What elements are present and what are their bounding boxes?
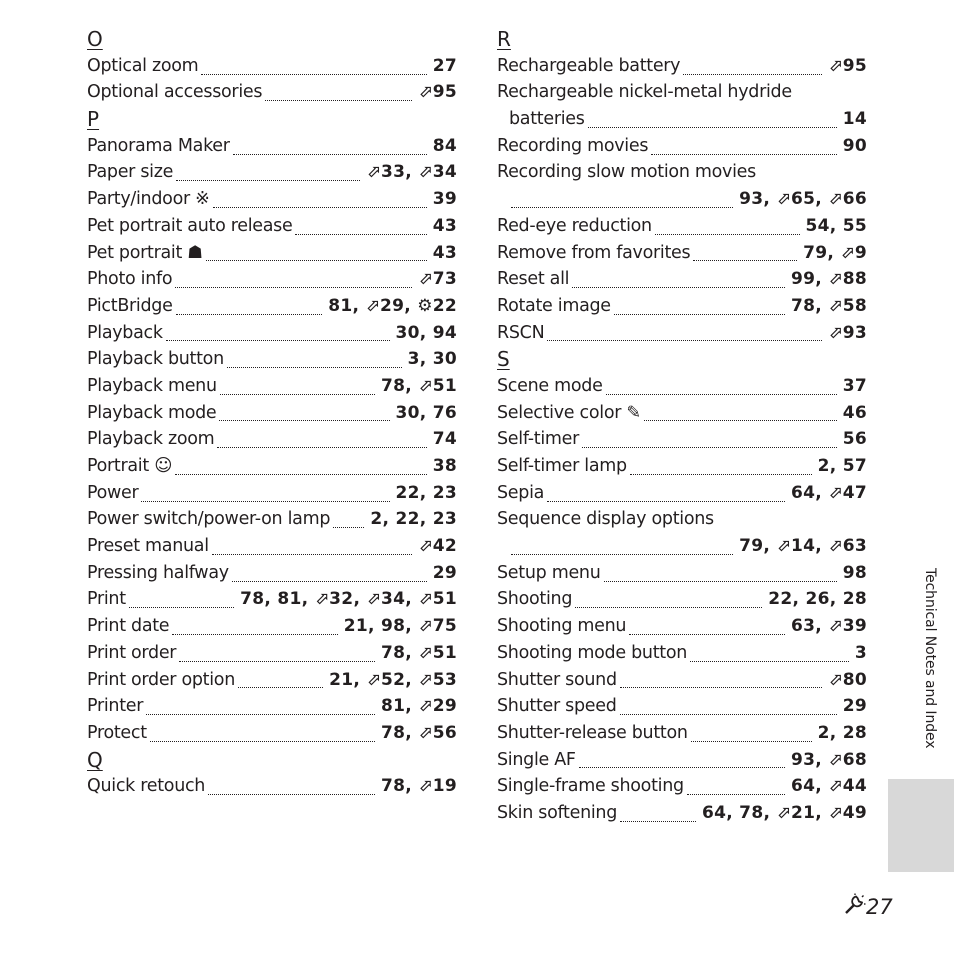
index-term: Sepia bbox=[497, 482, 545, 503]
section-side-label bbox=[921, 568, 938, 782]
index-term: Party/indoor ※ bbox=[87, 189, 210, 210]
index-term: Single AF bbox=[497, 749, 576, 770]
index-page-refs: 64, ⬀47 bbox=[790, 482, 867, 503]
index-page-refs: ⬀80 bbox=[828, 669, 867, 690]
leader-dots bbox=[683, 74, 822, 75]
index-page-refs: 93, ⬀68 bbox=[790, 749, 867, 770]
leader-dots bbox=[175, 474, 427, 475]
index-page-refs: 84 bbox=[432, 135, 457, 156]
leader-dots bbox=[547, 501, 785, 502]
index-letter-heading: P bbox=[87, 107, 100, 132]
index-page-refs: 81, ⬀29 bbox=[380, 696, 457, 717]
index-page-refs: 81, ⬀29, ⚙22 bbox=[328, 295, 457, 316]
section-tab bbox=[888, 779, 954, 872]
index-entry bbox=[497, 426, 867, 453]
leader-dots bbox=[172, 634, 337, 635]
leader-dots bbox=[179, 661, 375, 662]
leader-dots bbox=[620, 687, 822, 688]
index-page-refs: ⬀93 bbox=[828, 322, 867, 343]
index-page-refs: 64, 78, ⬀21, ⬀49 bbox=[701, 802, 867, 823]
leader-dots bbox=[629, 634, 785, 635]
index-page-refs: 39 bbox=[432, 189, 457, 210]
index-entry bbox=[87, 506, 457, 533]
index-entry bbox=[87, 240, 457, 267]
leader-dots bbox=[620, 821, 696, 822]
leader-dots bbox=[220, 394, 375, 395]
index-page-refs: 2, 28 bbox=[817, 722, 867, 743]
index-page-refs: 22, 23 bbox=[395, 482, 457, 503]
index-page-refs: 79, ⬀9 bbox=[803, 242, 867, 263]
index-term: Power bbox=[87, 482, 139, 503]
leader-dots bbox=[227, 367, 402, 368]
leader-dots bbox=[208, 794, 375, 795]
index-entry bbox=[87, 213, 457, 240]
index-term: Playback menu bbox=[87, 375, 217, 396]
index-term-recording-slow-motion-movies: Recording slow motion movies bbox=[497, 162, 756, 183]
leader-dots bbox=[604, 581, 837, 582]
leader-dots bbox=[630, 474, 812, 475]
leader-dots bbox=[582, 447, 837, 448]
index-entry bbox=[497, 693, 867, 720]
index-page-refs: 3, 30 bbox=[407, 349, 457, 370]
index-term-sequence-display-options: Sequence display options bbox=[497, 509, 714, 530]
index-term: Paper size bbox=[87, 162, 174, 183]
index-page-refs: 3 bbox=[854, 642, 867, 663]
index-entry bbox=[87, 453, 457, 480]
index-entry bbox=[497, 266, 867, 293]
index-page-refs: ⬀95 bbox=[418, 82, 457, 103]
leader-dots bbox=[655, 234, 800, 235]
index-entry bbox=[87, 426, 457, 453]
index-entry bbox=[87, 640, 457, 667]
page-number-text: 27 bbox=[866, 895, 893, 919]
index-entry bbox=[497, 773, 867, 800]
index-term: Photo info bbox=[87, 269, 173, 290]
index-page-refs: 63, ⬀39 bbox=[790, 616, 867, 637]
index-entry bbox=[497, 186, 867, 213]
leader-dots bbox=[693, 260, 797, 261]
index-term: Preset manual bbox=[87, 536, 209, 557]
index-page-refs: 78, ⬀58 bbox=[790, 295, 867, 316]
leader-dots bbox=[150, 741, 375, 742]
index-page-refs: ⬀42 bbox=[418, 536, 457, 557]
index-term: Playback zoom bbox=[87, 429, 215, 450]
leader-dots bbox=[233, 154, 427, 155]
index-entry bbox=[497, 586, 867, 613]
index-entry bbox=[87, 560, 457, 587]
index-page-refs: 79, ⬀14, ⬀63 bbox=[739, 536, 867, 557]
index-page-refs: 78, ⬀51 bbox=[380, 642, 457, 663]
index-entry bbox=[87, 79, 457, 106]
index-entry bbox=[497, 800, 867, 827]
index-page-refs: 37 bbox=[842, 375, 867, 396]
index-term: Setup menu bbox=[497, 562, 601, 583]
index-page-refs: 56 bbox=[842, 429, 867, 450]
wrench-icon bbox=[842, 893, 866, 923]
index-entry bbox=[87, 667, 457, 694]
index-entry bbox=[87, 720, 457, 747]
index-page-refs: 78, 81, ⬀32, ⬀34, ⬀51 bbox=[240, 589, 457, 610]
index-page-refs: 22, 26, 28 bbox=[768, 589, 867, 610]
index-entry bbox=[87, 346, 457, 373]
index-term: Pressing halfway bbox=[87, 562, 229, 583]
index-page-refs: 30, 94 bbox=[395, 322, 457, 343]
leader-dots bbox=[238, 687, 323, 688]
index-entry bbox=[497, 453, 867, 480]
index-term: Shutter speed bbox=[497, 696, 617, 717]
index-entry bbox=[497, 533, 867, 560]
index-page-refs: 21, 98, ⬀75 bbox=[343, 616, 457, 637]
index-term: Playback button bbox=[87, 349, 224, 370]
index-term: Playback bbox=[87, 322, 163, 343]
index-page-refs: 27 bbox=[432, 55, 457, 76]
index-entry bbox=[87, 266, 457, 293]
leader-dots bbox=[201, 74, 426, 75]
index-entry bbox=[87, 480, 457, 507]
index-entry bbox=[497, 480, 867, 507]
leader-dots bbox=[265, 100, 412, 101]
leader-dots bbox=[295, 234, 426, 235]
index-entry bbox=[497, 560, 867, 587]
index-term: Protect bbox=[87, 722, 147, 743]
leader-dots bbox=[588, 127, 837, 128]
index-entry bbox=[87, 53, 457, 80]
leader-dots bbox=[606, 394, 837, 395]
index-entry bbox=[497, 400, 867, 427]
index-term: Red-eye reduction bbox=[497, 215, 652, 236]
index-letter-heading: R bbox=[497, 27, 511, 51]
leader-dots bbox=[620, 714, 837, 715]
index-term-rechargeable-nickel-metal-hydride: Rechargeable nickel-metal hydride bbox=[497, 82, 792, 103]
leader-dots bbox=[176, 180, 360, 181]
leader-dots bbox=[579, 767, 785, 768]
leader-dots bbox=[146, 714, 375, 715]
index-entry bbox=[87, 320, 457, 347]
index-entry bbox=[87, 773, 457, 800]
index-page-refs: 21, ⬀52, ⬀53 bbox=[329, 669, 457, 690]
index-term: Shutter sound bbox=[497, 669, 617, 690]
index-entry bbox=[497, 667, 867, 694]
leader-dots bbox=[511, 554, 733, 555]
index-term: Pet portrait ☗ bbox=[87, 242, 203, 263]
leader-dots bbox=[175, 287, 412, 288]
index-page-refs: 98 bbox=[842, 562, 867, 583]
leader-dots bbox=[690, 661, 849, 662]
index-page-refs: 99, ⬀88 bbox=[790, 269, 867, 290]
index-column-right bbox=[497, 26, 867, 827]
index-term: Recording movies bbox=[497, 135, 649, 156]
leader-dots bbox=[141, 501, 389, 502]
index-term: Optical zoom bbox=[87, 55, 199, 76]
index-entry bbox=[87, 400, 457, 427]
index-page-refs: 30, 76 bbox=[395, 402, 457, 423]
leader-dots bbox=[212, 554, 412, 555]
index-term: Remove from favorites bbox=[497, 242, 691, 263]
index-entry bbox=[497, 106, 867, 133]
leader-dots bbox=[614, 314, 785, 315]
index-term: Optional accessories bbox=[87, 82, 263, 103]
index-term: Rechargeable battery bbox=[497, 55, 681, 76]
index-term: Portrait ☺ bbox=[87, 456, 173, 476]
index-term: Printer bbox=[87, 696, 144, 717]
index-page-refs: ⬀33, ⬀34 bbox=[366, 162, 457, 183]
index-term: Shooting menu bbox=[497, 616, 627, 637]
index-entry bbox=[87, 133, 457, 160]
index-page-refs: 43 bbox=[432, 215, 457, 236]
leader-dots bbox=[232, 581, 427, 582]
leader-dots bbox=[651, 154, 837, 155]
index-entry bbox=[87, 533, 457, 560]
index-entry bbox=[497, 747, 867, 774]
section-side-label-text: Technical Notes and Index bbox=[922, 568, 938, 749]
index-entry bbox=[497, 213, 867, 240]
index-term: Self-timer bbox=[497, 429, 579, 450]
index-term: Reset all bbox=[497, 269, 570, 290]
leader-dots bbox=[129, 607, 234, 608]
index-term: Quick retouch bbox=[87, 776, 206, 797]
index-entry bbox=[87, 373, 457, 400]
index-entry bbox=[497, 613, 867, 640]
page-number bbox=[842, 893, 893, 923]
index-term: Playback mode bbox=[87, 402, 217, 423]
index-term: Print order bbox=[87, 642, 177, 663]
leader-dots bbox=[219, 420, 389, 421]
index-column-left bbox=[87, 26, 457, 800]
leader-dots bbox=[333, 527, 364, 528]
index-page-refs: 38 bbox=[432, 456, 457, 476]
index-letter-heading: O bbox=[87, 27, 103, 51]
index-term: RSCN bbox=[497, 322, 545, 343]
index-entry bbox=[497, 240, 867, 267]
index-term: Power switch/power-on lamp bbox=[87, 509, 331, 530]
index-entry bbox=[87, 613, 457, 640]
index-page-refs: 54, 55 bbox=[805, 215, 867, 236]
index-page-refs: 29 bbox=[842, 696, 867, 717]
index-entry bbox=[87, 293, 457, 320]
leader-dots bbox=[547, 340, 822, 341]
index-page-refs: 78, ⬀19 bbox=[380, 776, 457, 797]
index-page-refs: 29 bbox=[432, 562, 457, 583]
index-term: Print date bbox=[87, 616, 170, 637]
index-entry bbox=[497, 293, 867, 320]
index-letter-heading: Q bbox=[87, 747, 103, 772]
index-term: Print order option bbox=[87, 669, 235, 690]
index-page-refs: ⬀73 bbox=[418, 269, 457, 290]
index-page-refs: 78, ⬀56 bbox=[380, 722, 457, 743]
leader-dots bbox=[166, 340, 390, 341]
index-term: Rotate image bbox=[497, 295, 611, 316]
index-page-refs: 74 bbox=[432, 429, 457, 450]
leader-dots bbox=[206, 260, 427, 261]
leader-dots bbox=[217, 447, 426, 448]
index-page-refs: 90 bbox=[842, 135, 867, 156]
index-page-refs: 14 bbox=[842, 109, 867, 130]
leader-dots bbox=[644, 420, 837, 421]
index-page-refs: 78, ⬀51 bbox=[380, 375, 457, 396]
index-letter-heading: S bbox=[497, 347, 510, 372]
index-entry bbox=[497, 320, 867, 347]
index-entry bbox=[497, 373, 867, 400]
index-entry bbox=[497, 133, 867, 160]
index-term: Shooting mode button bbox=[497, 642, 688, 663]
index-page-refs: 43 bbox=[432, 242, 457, 263]
leader-dots bbox=[572, 287, 785, 288]
index-term: Selective color ✎ bbox=[497, 402, 641, 423]
index-page-refs: ⬀95 bbox=[828, 55, 867, 76]
index-term: Shutter-release button bbox=[497, 722, 688, 743]
index-term: batteries bbox=[509, 109, 585, 130]
index-term: Skin softening bbox=[497, 802, 618, 823]
index-term: Panorama Maker bbox=[87, 135, 230, 156]
leader-dots bbox=[511, 207, 733, 208]
index-term: Single-frame shooting bbox=[497, 776, 684, 797]
index-entry bbox=[497, 720, 867, 747]
index-term: Pet portrait auto release bbox=[87, 215, 293, 236]
index-entry bbox=[87, 693, 457, 720]
index-page-refs: 2, 22, 23 bbox=[370, 509, 457, 530]
index-term: Shooting bbox=[497, 589, 573, 610]
index-page-refs: 46 bbox=[842, 402, 867, 423]
leader-dots bbox=[687, 794, 785, 795]
index-page-refs: 2, 57 bbox=[817, 456, 867, 476]
index-entry bbox=[87, 159, 457, 186]
index-entry bbox=[87, 186, 457, 213]
index-entry bbox=[497, 53, 867, 80]
index-term: Print bbox=[87, 589, 126, 610]
index-term: Scene mode bbox=[497, 375, 603, 396]
leader-dots bbox=[176, 314, 323, 315]
index-term: PictBridge bbox=[87, 295, 173, 316]
index-entry bbox=[497, 640, 867, 667]
index-page-refs: 93, ⬀65, ⬀66 bbox=[739, 189, 867, 210]
leader-dots bbox=[213, 207, 427, 208]
index-term: Self-timer lamp bbox=[497, 456, 627, 476]
leader-dots bbox=[691, 741, 812, 742]
index-page-refs: 64, ⬀44 bbox=[790, 776, 867, 797]
index-entry bbox=[87, 586, 457, 613]
leader-dots bbox=[575, 607, 762, 608]
